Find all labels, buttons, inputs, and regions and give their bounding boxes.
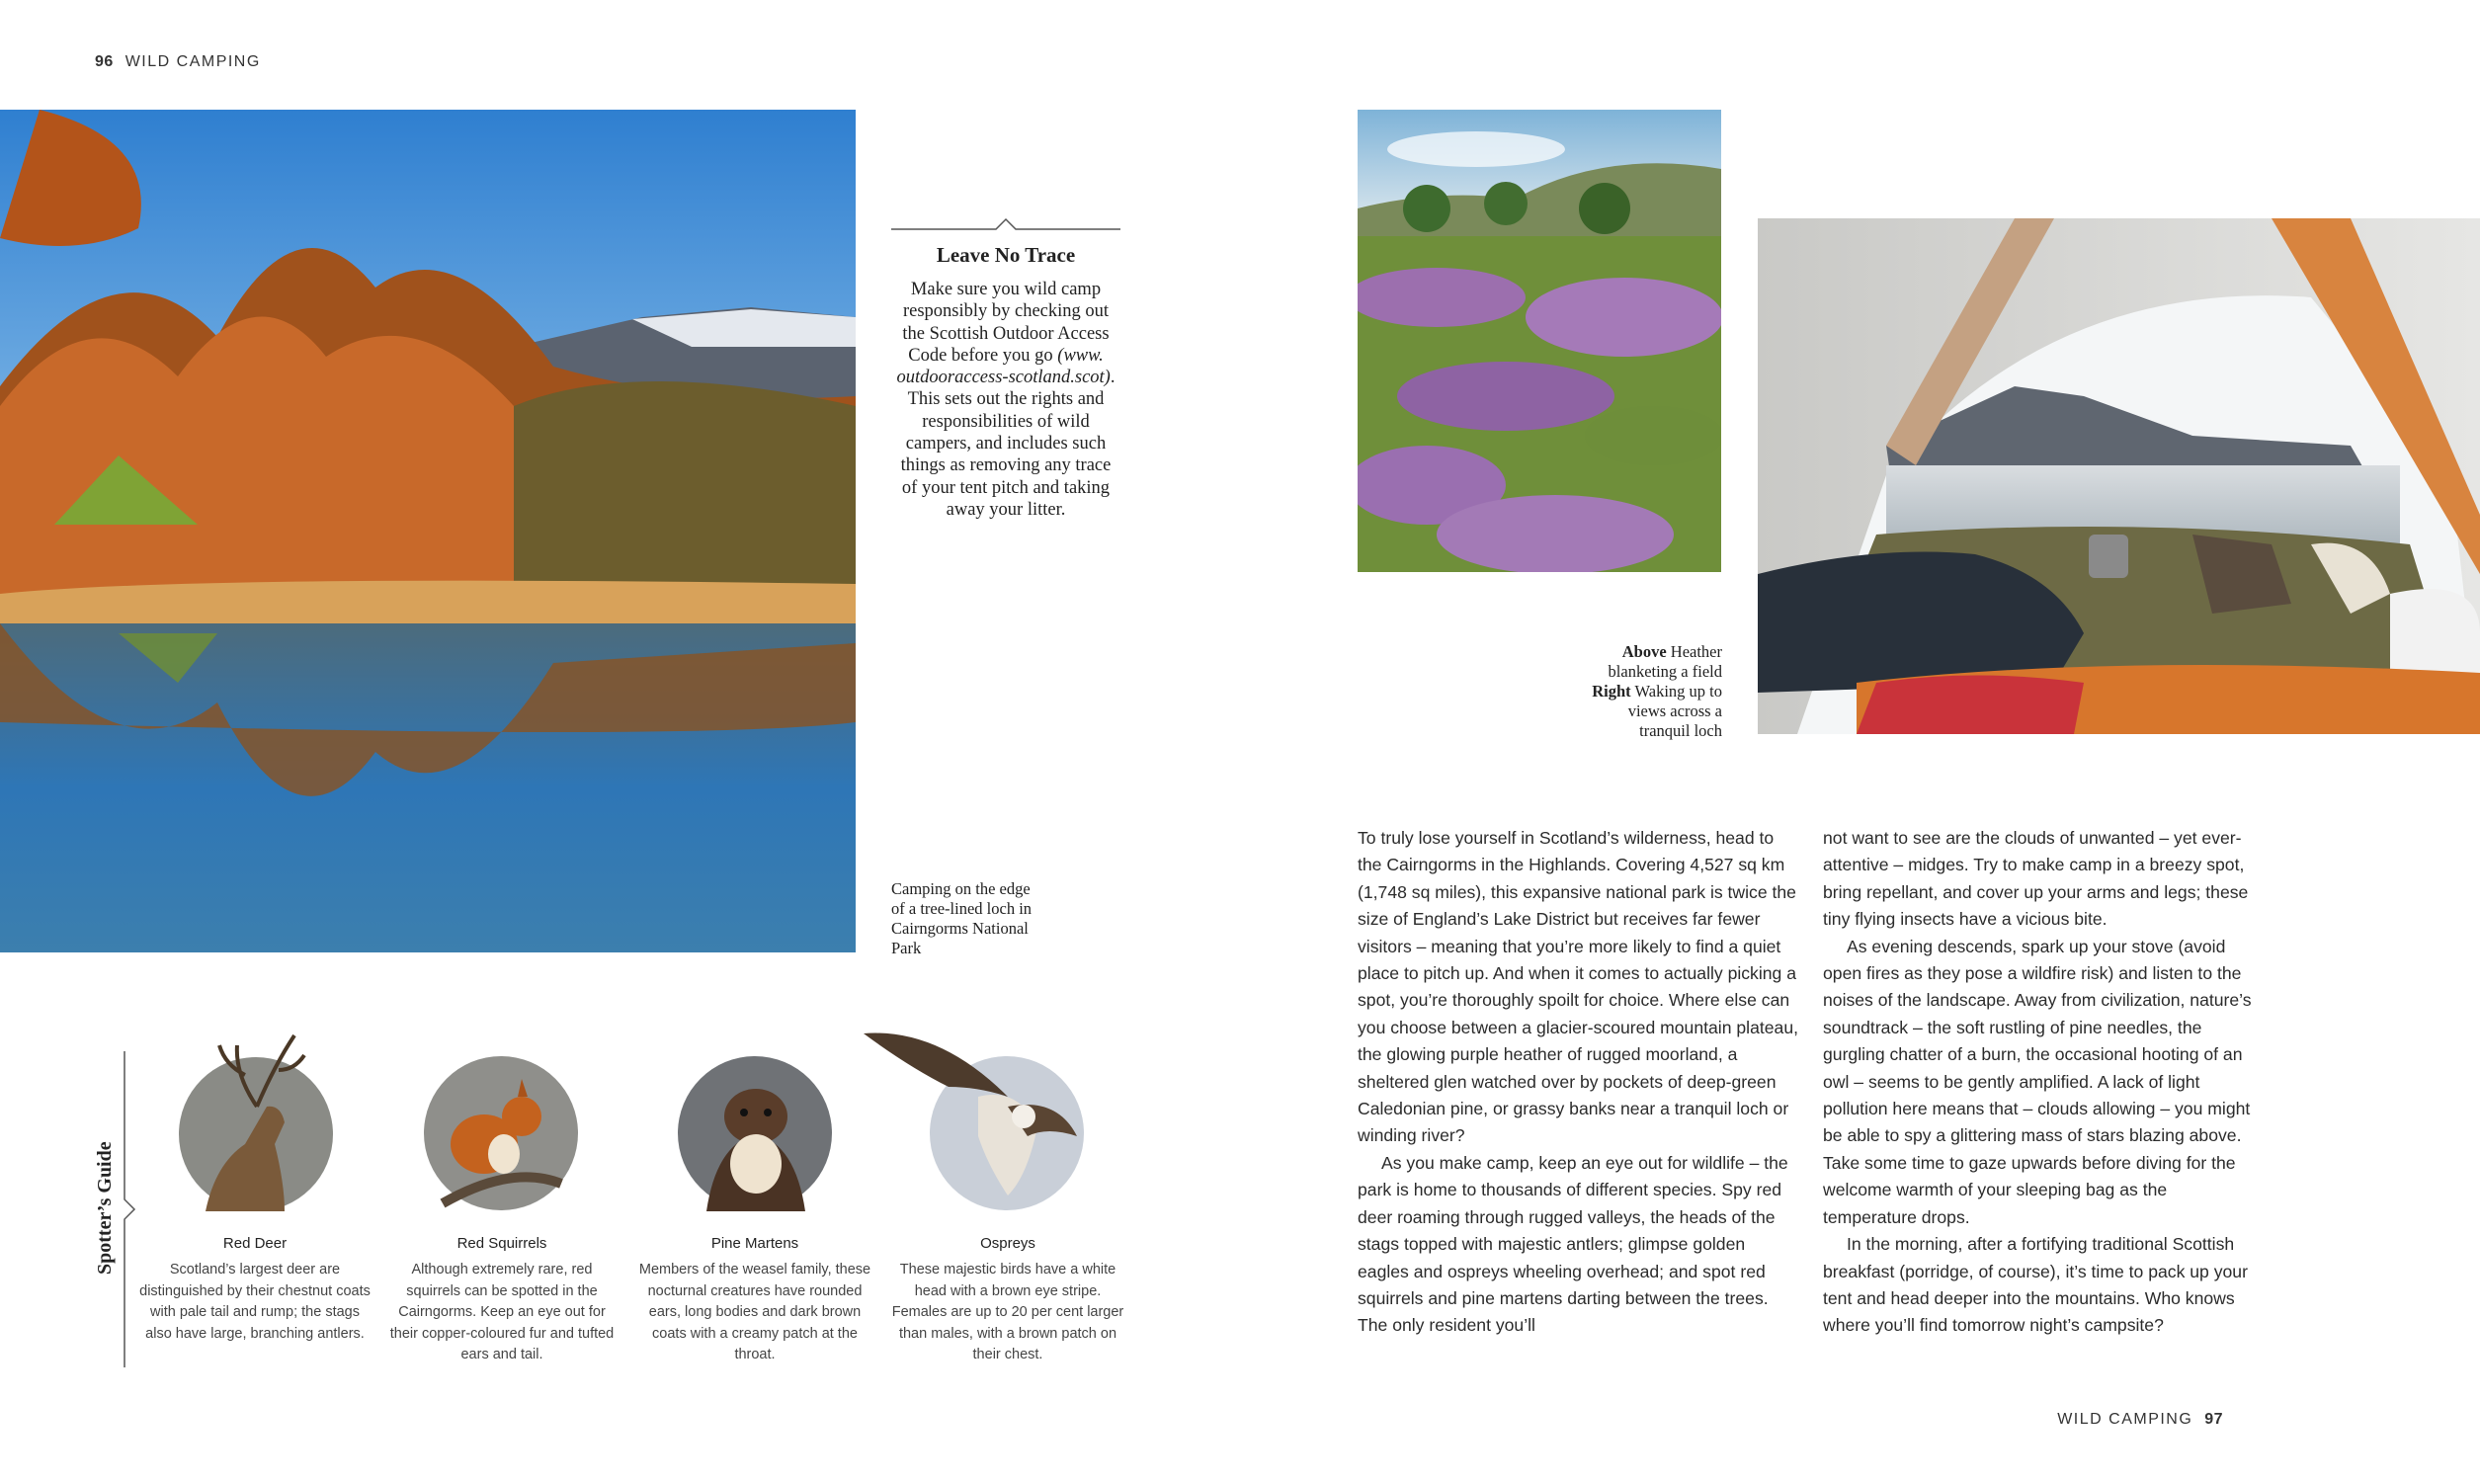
caption-above-text: Heather blanketing a field [1608,642,1722,681]
article-column-1 [1358,825,1798,1340]
spotter-description: Scotland’s largest deer are distinguished by their chestnut coats with pale tail and rump; the stags also have large, branching antlers. [139,1262,371,1342]
section-title-right: WILD CAMPING [2057,1411,2193,1428]
sidebar-title: Leave No Trace [936,243,1076,267]
heather-photo [1358,110,1721,572]
loch-photo [0,110,856,952]
spotters-guide-rule [123,1051,138,1367]
article-paragraph: To truly lose yourself in Scotland’s wilderness, head to the Cairngorms in the Highlands. Covering 4,527 sq km (1,748 sq miles), this expansive national park is twice the size of England’s Lake District but receives far fewer visitors – meaning that you’re more likely to find a quiet place to pitch up. And when it comes to actually picking a spot, you’re thoroughly spoilt for choice. Where else can you choose between a glacier-scoured mountain plateau, the glowing purple heather of rugged moorland, a sheltered glen watched over by pockets of deep-green Caledonian pine, or grassy banks near a tranquil loch or winding river? [1358,828,1798,1146]
caption-above-label: Above [1621,642,1667,661]
spotter-name: Pine Martens [710,1235,799,1252]
sidebar-body-text: Make sure you wild camp responsibly by checking out the Scottish Outdoor Access Code before you go [902,280,1110,366]
article-column-2 [1823,825,2258,1340]
sidebar-url: (www. outdooraccess-scotland.scot) [896,345,1111,388]
osprey-icon [860,1028,1087,1215]
photo-captions-right [1581,642,1722,741]
spotter-description: These majestic birds have a white head with a brown eye stripe. Females are up to 20 per cent larger than males, with a brown patch on their chest. [891,1262,1124,1362]
article-paragraph: not want to see are the clouds of unwanted – yet ever-attentive – midges. Try to make camp in a breezy spot, bring repellant, and cover up your arms and legs; these tiny flying insects have a vicious bite. [1823,828,2249,930]
article-paragraph: In the morning, after a fortifying traditional Scottish breakfast (porridge, of course), it’s time to pack up your tent and head deeper into the mountains. Who knows where you’ll find tomorrow night’s campsite? [1823,1234,2248,1336]
red-squirrel-icon [423,1055,579,1211]
folio-right [2057,1411,2223,1429]
caption-right-label: Right [1592,682,1631,701]
page-number-left: 96 [95,53,114,70]
page-number-right: 97 [2204,1411,2223,1428]
article-paragraph: As evening descends, spark up your stove (avoid open fires as they pose a wildfire risk) and listen to the noises of the landscape. Away from civilization, nature’s soundtrack – the soft rustling of pine needles, the gurgling chatter of a burn, the occasional hooting of an owl – seems to be gently amplified. A lack of light pollution here means that – clouds allowing – you might be able to spy a glittering mass of stars blazing above. Take some time to gaze upwards before diving for the welcome warmth of your sleeping bag as the temperature drops. [1823,936,2252,1227]
spotter-name: Red Deer [222,1235,288,1252]
spotter-description: Although extremely rare, red squirrels can be spotted in the Cairngorms. Keep an eye out for their copper-coloured fur and tufted ears and tail. [389,1262,615,1362]
section-title-left: WILD CAMPING [124,53,261,70]
red-deer-icon [176,1016,336,1211]
spotter-description: Members of the weasel family, these nocturnal creatures have rounded ears, long bodies and dark brown coats with a creamy patch at the throat. [638,1262,871,1362]
sidebar-body-text-end: . This sets out the rights and responsibilities of wild campers, and includes such things as removing any trace of your tent pitch and taking away your litter. [900,368,1116,520]
spotter-name: Ospreys [980,1235,1035,1252]
spotters-guide-label: Spotter’s Guide [94,1141,116,1275]
loch-caption: Camping on the edge of a tree-lined loch in Cairngorms National Park [891,879,1033,957]
article-paragraph: As you make camp, keep an eye out for wildlife – the park is home to thousands of different species. Spy red deer roaming through rugged valleys, the heads of the stags topped with majestic antlers; glimpse golden eagles and ospreys wheeling overhead; and spot red squirrels and pine martens darting between the trees. The only resident you’ll [1358,1152,1788,1336]
folio-left [95,53,261,71]
sidebar-rule [891,217,1120,231]
caption-right-text: Waking up to views across a tranquil loch [1627,682,1722,740]
pine-marten-icon [677,1055,833,1211]
spotter-name: Red Squirrels [456,1235,547,1252]
sidebar-body [891,279,1120,521]
tent-photo [1758,218,2480,734]
